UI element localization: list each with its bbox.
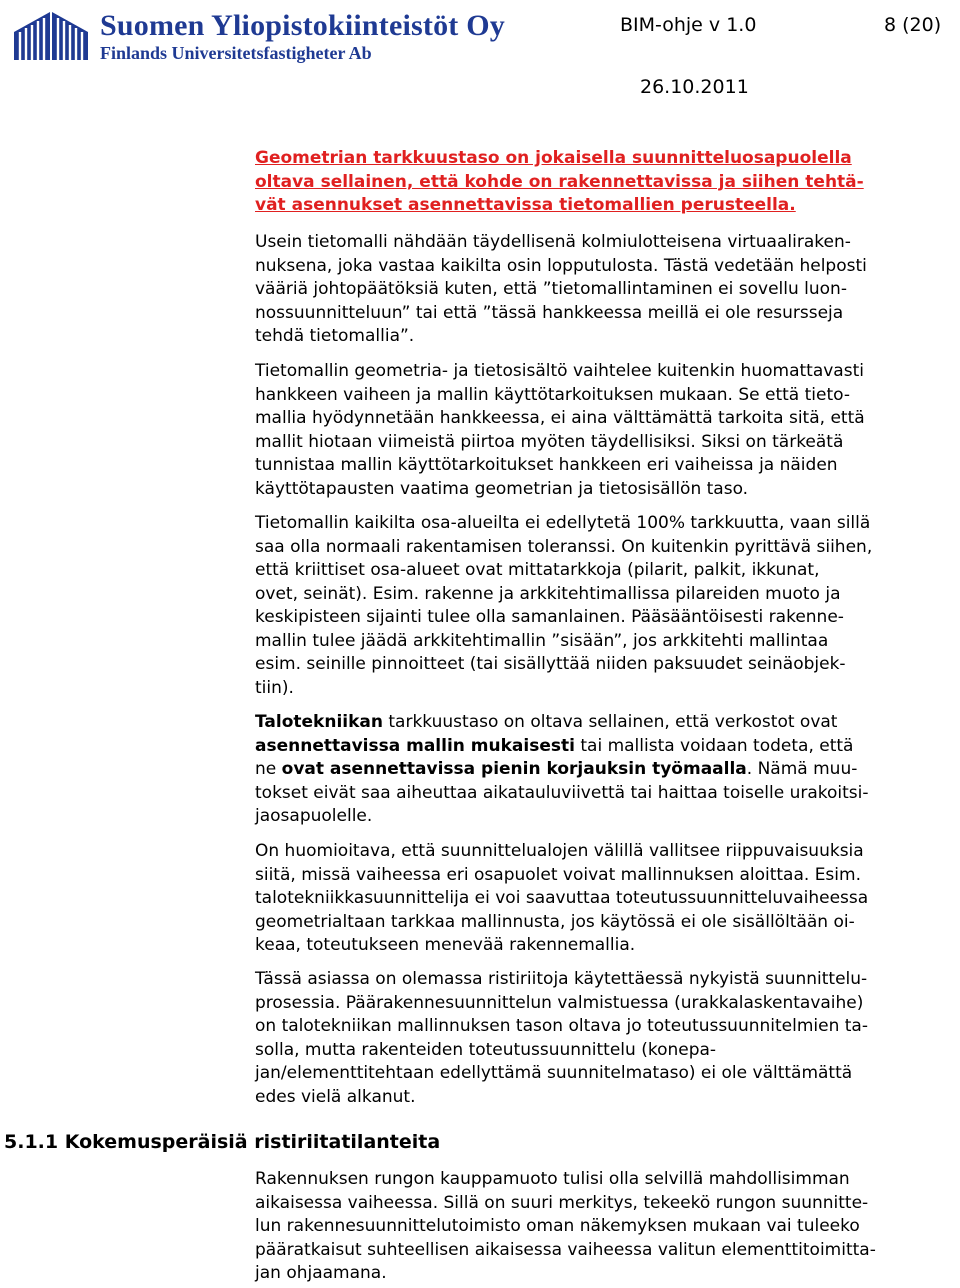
text-line: lun rakennesuunnittelutoimisto oman näkemyksen mukaan vai tuleeko <box>255 1216 860 1236</box>
document-title: BIM-ohje v 1.0 <box>620 14 757 36</box>
text-line: tehdä tietomallia”. <box>255 326 415 346</box>
text-line: saa olla normaali rakentamisen toleranssi. On kuitenkin pyrittävä siihen, <box>255 536 873 557</box>
text-line: että kriittiset osa-alueet ovat mittatarkkoja (pilarit, palkit, ikkunat, <box>255 560 820 580</box>
company-name-swedish: Finlands Universitetsfastigheter Ab <box>100 43 372 63</box>
text-line: talotekniikkasuunnittelija ei voi saavuttaa toteutussuunnitteluvaiheessa <box>255 888 869 908</box>
text-line: Tässä asiassa on olemassa ristiriitoja käytettäessä nykyistä suunnittelu- <box>255 969 868 989</box>
text-line: vääriä johtopäätöksiä kuten, että ”tietomallintaminen ei sovellu luon- <box>255 279 847 299</box>
text-line: Tietomallin geometria- ja tietosisältö vaihtelee kuitenkin huomattavasti <box>255 361 864 381</box>
text-line: siitä, missä vaiheessa eri osapuolet voivat mallinnuksen aloittaa. Esim. <box>255 864 861 885</box>
text-run: . Nämä muu- <box>746 759 858 779</box>
text-line: mallin tulee jäädä arkkitehtimallin ”sisään”, jos arkkitehti mallintaa <box>255 630 829 651</box>
text-line: on talotekniikan mallinnuksen tason oltava jo toteutussuunnitelmien ta- <box>255 1016 868 1036</box>
text-run: ne <box>255 759 282 779</box>
text-line: esim. seinille pinnoitteet (tai sisällyttää niiden paksuudet seinäobjek- <box>255 654 846 674</box>
text-line: keskipisteen sijainti tulee olla samanlainen. Pääsääntöisesti rakenne- <box>255 607 844 627</box>
text-line: Tietomallin kaikilta osa-alueilta ei edellytetä 100% tarkkuutta, vaan sillä <box>255 513 871 533</box>
paragraph-process-conflicts <box>255 968 960 1109</box>
text-line: aikaisessa vaiheessa. Sillä on suuri merkitys, tekeekö rungon suunnitte- <box>255 1192 869 1213</box>
text-line: jan ohjaamana. <box>255 1263 387 1283</box>
company-name-finnish: Suomen Yliopistokiinteistöt Oy <box>100 9 505 42</box>
text-line: Rakennuksen rungon kauppamuoto tulisi olla selvillä mahdollisimman <box>255 1169 850 1189</box>
paragraph-frame-procurement <box>255 1168 960 1286</box>
text-line: oltava sellainen, että kohde on rakennettavissa ja siihen tehtä- <box>255 171 864 192</box>
text-run: tai mallista voidaan todeta, että <box>574 735 854 756</box>
text-line: nossuunnitteluun” tai että ”tässä hankkeessa meillä ei ole resursseja <box>255 302 844 323</box>
paragraph-building-services <box>255 711 960 829</box>
paragraph-geometry-accuracy <box>255 147 960 218</box>
text-line: tiin). <box>255 677 294 698</box>
paragraph-dependencies <box>255 840 960 958</box>
text-line <box>255 711 960 735</box>
text-line: jaosapuolelle. <box>255 806 373 826</box>
text-line: geometrialtaan tarkkaa mallinnusta, jos käytössä ei ole sisällöltään oi- <box>255 911 855 932</box>
paragraph-model-content-variation <box>255 360 960 501</box>
text-line: On huomioitava, että suunnittelualojen välillä vallitsee riippuvaisuuksia <box>255 841 864 861</box>
text-line: solla, mutta rakenteiden toteutussuunnittelu (konepa- <box>255 1039 717 1060</box>
text-line: jan/elementtitehtaan edellyttämä suunnitelmataso) ei ole välttämättä <box>255 1063 853 1083</box>
bold-term: Talotekniikan <box>255 712 383 732</box>
university-building-logo-icon <box>10 8 92 66</box>
text-line: tokset eivät saa aiheuttaa aikatauluviivettä tai haittaa toiselle urakoitsi- <box>255 782 869 803</box>
paragraph-tolerance <box>255 512 960 700</box>
bold-term: ovat asennettavissa pienin korjauksin työmaalla <box>281 759 747 779</box>
text-line: Usein tietomalli nähdään täydellisenä kolmiulotteisena virtuaaliraken- <box>255 232 851 252</box>
text-line: tunnistaa mallin käyttötarkoitukset hankkeen eri vaiheissa ja näiden <box>255 455 838 475</box>
text-run: tarkkuustaso on oltava sellainen, että verkostot ovat <box>382 712 838 732</box>
text-line: mallit hiotaan viimeistä piirtoa myöten täydellisiksi. Siksi on tärkeätä <box>255 431 844 452</box>
text-line: edes vielä alkanut. <box>255 1086 416 1107</box>
text-line: prosessia. Päärakennesuunnittelun valmistuessa (urakkalaskentavaihe) <box>255 992 864 1013</box>
text-line: käyttötapausten vaatima geometrian ja tietosisällön taso. <box>255 478 749 499</box>
text-line: Geometrian tarkkuustaso on jokaisella suunnitteluosapuolella <box>255 148 852 168</box>
page-number: 8 (20) <box>884 14 942 36</box>
text-line: mallia hyödynnetään hankkeessa, ei aina välttämättä tarkoita sitä, että <box>255 408 865 428</box>
section-heading: 5.1.1 Kokemusperäisiä ristiriitatilanteita <box>4 1131 441 1153</box>
text-line: hankkeen vaiheen ja mallin käyttötarkoituksen mukaan. Se että tieto- <box>255 384 850 405</box>
text-line <box>255 758 960 782</box>
text-line <box>255 735 960 759</box>
paragraph-model-perception <box>255 231 960 349</box>
bold-term: asennettavissa mallin mukaisesti <box>255 735 575 756</box>
text-line: vät asennukset asennettavissa tietomallien perusteella. <box>255 195 796 215</box>
company-name <box>100 10 505 63</box>
text-line: nuksena, joka vastaa kaikilta osin lopputulosta. Tästä vedetään helposti <box>255 255 867 276</box>
text-line: ovet, seinät). Esim. rakenne ja arkkitehtimallissa pilareiden muoto ja <box>255 583 841 604</box>
text-line: keaa, toteutukseen menevää rakennemallia. <box>255 935 636 955</box>
text-line: pääratkaisut suhteellisen aikaisessa vaiheessa valitun elementtitoimitta- <box>255 1239 876 1260</box>
document-date: 26.10.2011 <box>640 76 749 98</box>
